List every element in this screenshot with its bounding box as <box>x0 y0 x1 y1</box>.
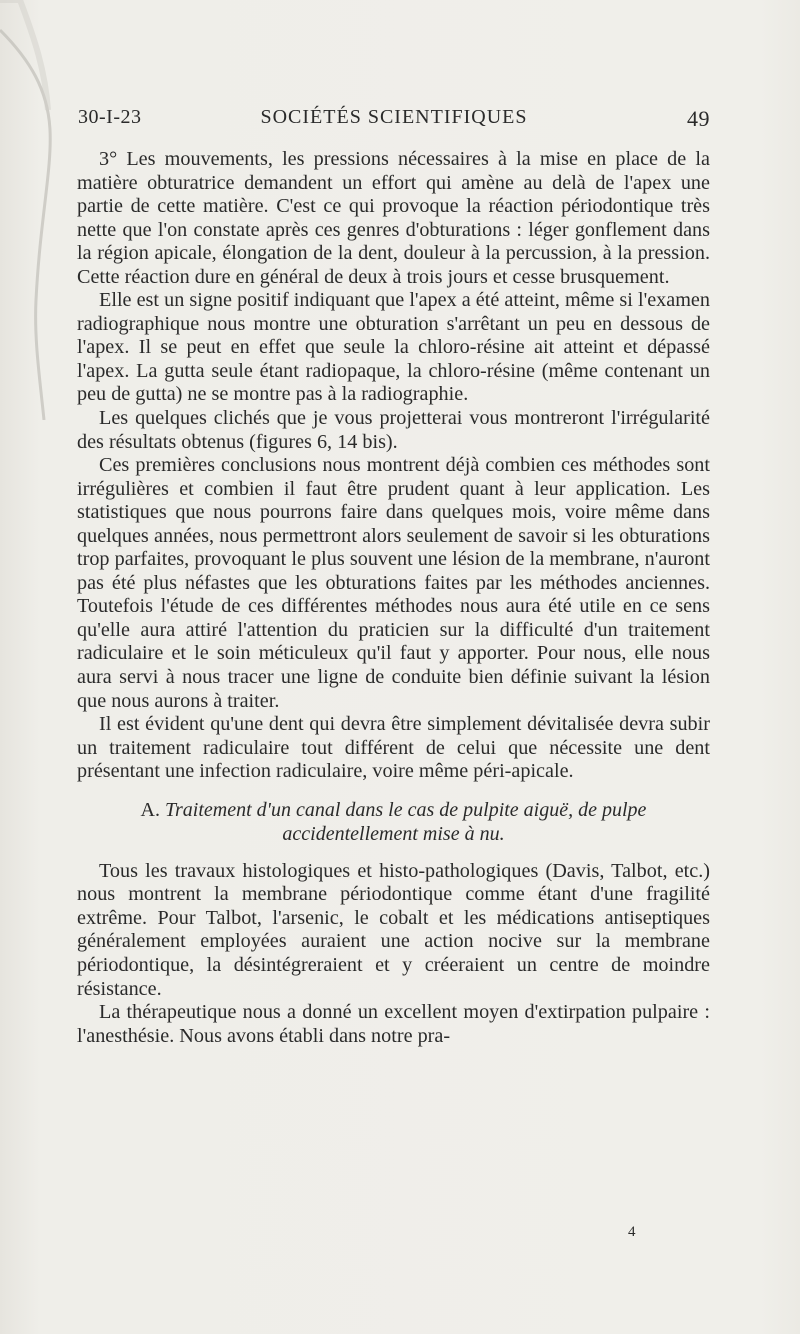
section-heading-line1: Traitement d'un canal dans le cas de pulpite aiguë, de pulpe <box>165 798 647 821</box>
paragraph: Ces premières conclusions nous montrent déjà combien ces méthodes sont irrégulières et combien il faut être prudent quant à leur application. Les statistiques que nous pourrons faire dans quelques mois, voire même dans quelques années, nous permettront alors seulement de savoir si les obturations trop parfaites, provoquant le plus souvent une lésion de la membrane, n'auront pas été plus néfastes que les obturations faites par les méthodes anciennes. Toutefois l'étude de ces différentes méthodes nous aura été utile en ce sens qu'elle aura attiré l'attention du praticien sur la difficulté d'un traitement radiculaire et le soin méticuleux qu'il faut y apporter. Pour nous, elle nous aura servi à nous tracer une ligne de conduite bien définie suivant la lésion que nous aurons à traiter. <box>77 454 710 712</box>
running-header <box>78 106 710 136</box>
signature-mark: 4 <box>628 1224 636 1240</box>
paragraph: 3° Les mouvements, les pressions nécessaires à la mise en place de la matière obturatrice demandent un effort qui amène au delà de l'apex une partie de cette matière. C'est ce qui provoque la réaction périodontique très nette que l'on constate après ces genres d'obturations : léger gonflement dans la région apicale, élongation de la dent, douleur à la percussion, à la pression. Cette réaction dure en général de deux à trois jours et cesse brusquement. <box>77 148 710 288</box>
section-label: A. <box>140 798 160 821</box>
paragraph: La thérapeutique nous a donné un excellent moyen d'extirpation pulpaire : l'anesthésie. Nous avons établi dans notre pra- <box>77 1001 710 1047</box>
paragraph: Elle est un signe positif indiquant que l'apex a été atteint, même si l'examen radiographique nous montre une obturation s'arrêtant un peu en dessous de l'apex. Il se peut en effet que seule la chloro-résine ait atteint et dépassé l'apex. La gutta seule étant radiopaque, la chloro-résine (même contenant un peu de gutta) ne se montre pas à la radiographie. <box>77 289 710 406</box>
body-text <box>77 148 710 1048</box>
section-heading-line2: accidentellement mise à nu. <box>282 822 505 845</box>
header-date: 30-I-23 <box>78 106 142 128</box>
page-edge-shadow <box>0 0 70 420</box>
paragraph: Les quelques clichés que je vous projetterai vous montreront l'irrégularité des résultats obtenus (figures 6, 14 bis). <box>77 407 710 453</box>
section-heading <box>77 798 710 846</box>
header-title: SOCIÉTÉS SCIENTIFIQUES <box>260 106 528 128</box>
page-number: 49 <box>687 106 710 131</box>
paragraph: Tous les travaux histologiques et histo-pathologiques (Davis, Talbot, etc.) nous montrent la membrane périodontique comme étant d'une fragilité extrême. Pour Talbot, l'arsenic, le cobalt et les médications antiseptiques généralement employées auraient une action nocive sur la membrane périodontique, la désintégreraient et y créeraient un centre de moindre résistance. <box>77 859 710 1000</box>
paragraph: Il est évident qu'une dent qui devra être simplement dévitalisée devra subir un traitement radiculaire tout différent de celui que nécessite une dent présentant une infection radiculaire, voire même péri-apicale. <box>77 713 710 783</box>
